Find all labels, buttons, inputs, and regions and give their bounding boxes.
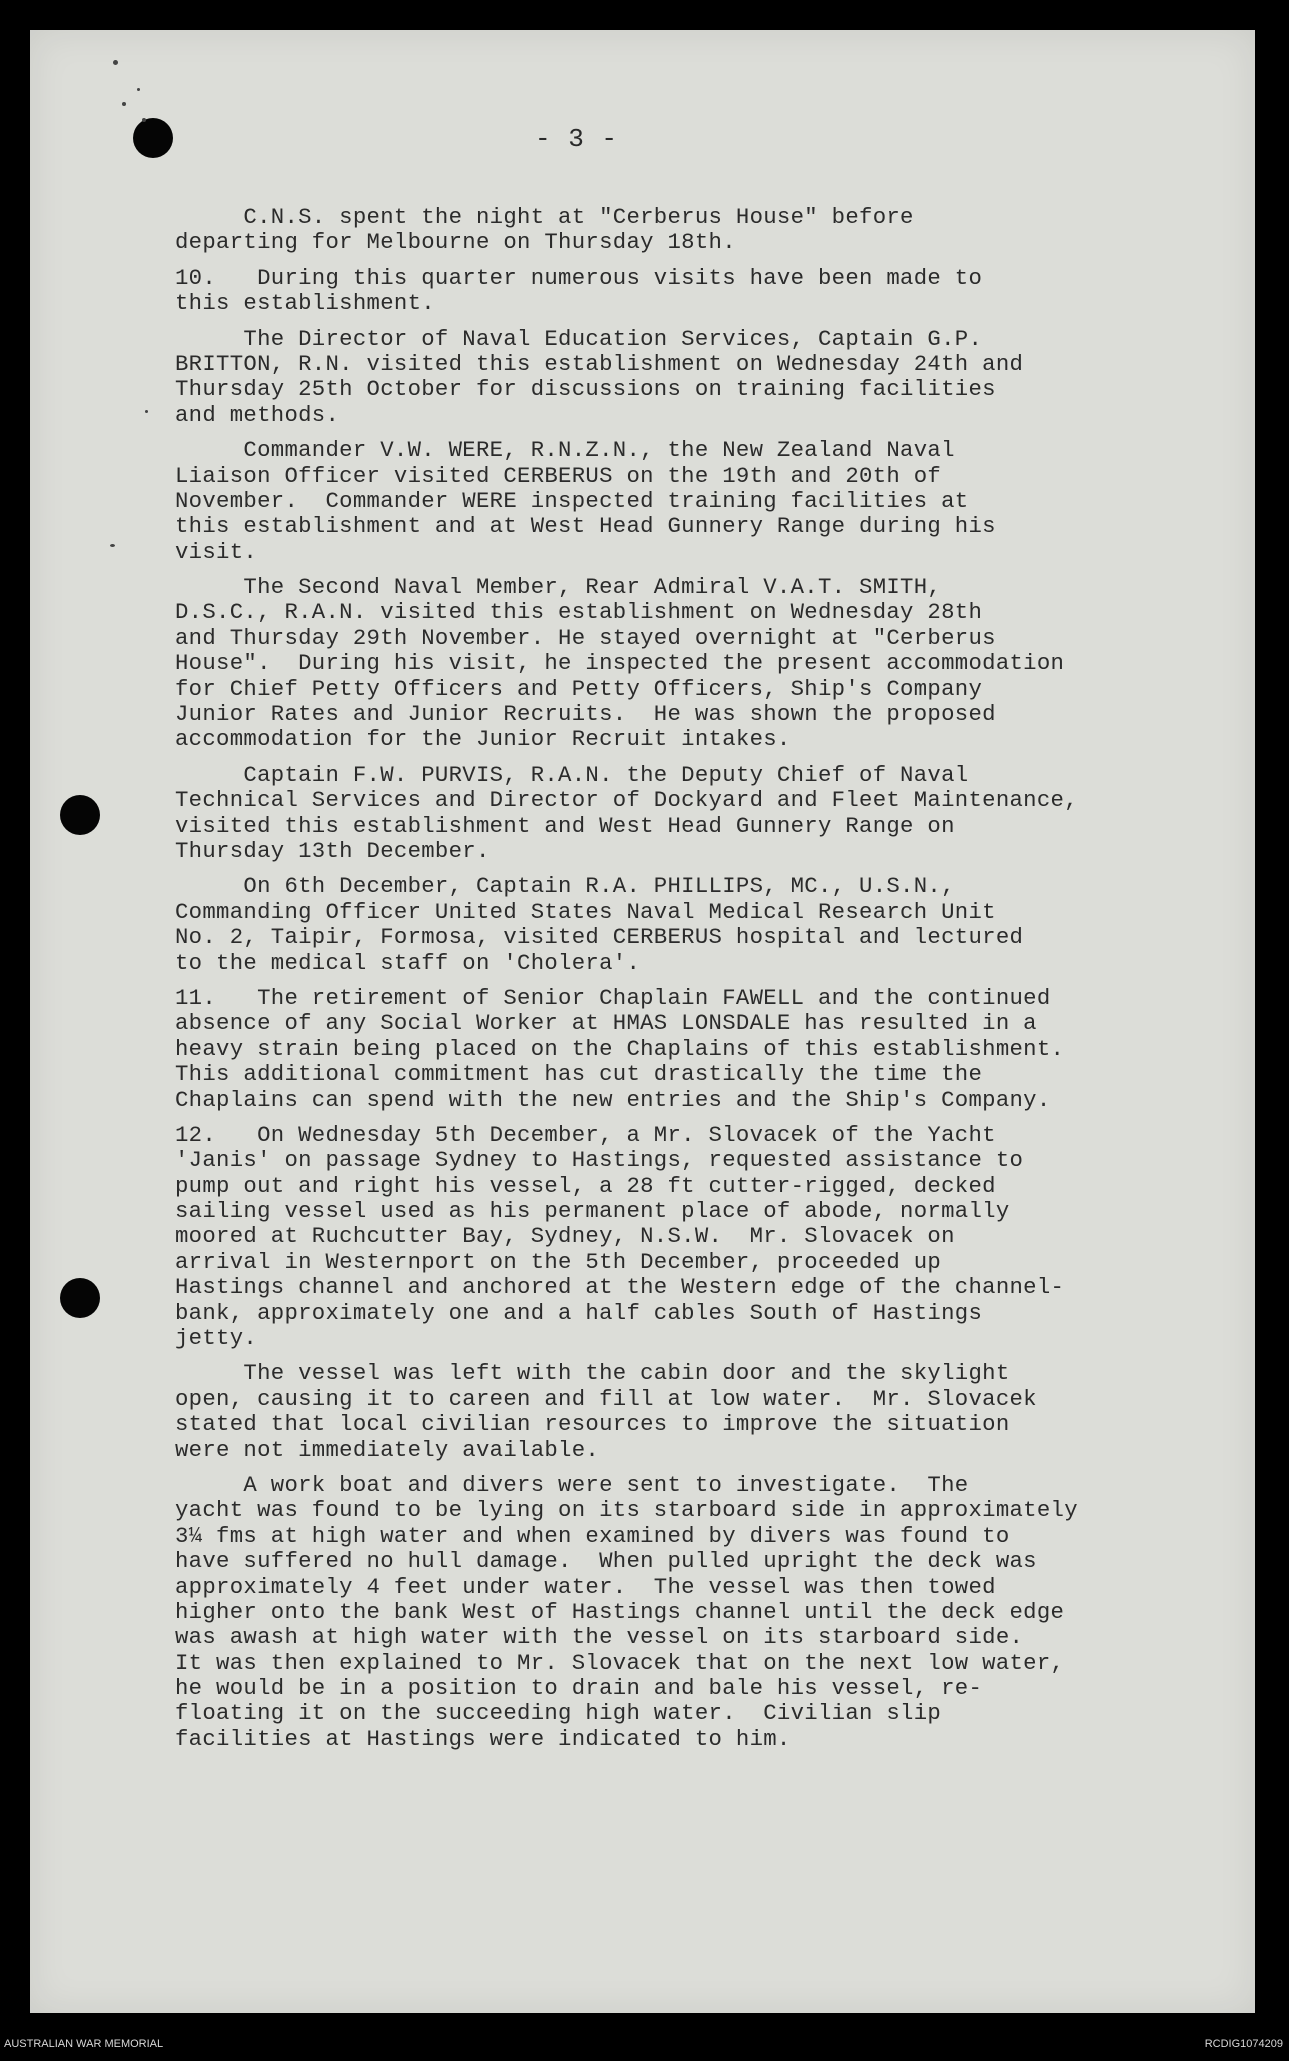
text-line: Hastings channel and anchored at the Western edge of the channel- — [175, 1274, 1065, 1301]
text-line: Commander V.W. WERE, R.N.Z.N., the New Zealand Naval — [175, 437, 955, 464]
text-line: visited this establishment and West Head Gunnery Range on — [175, 812, 955, 839]
text-line: and methods. — [175, 401, 340, 428]
text-line: floating it on the succeeding high water. Civilian slip — [175, 1700, 942, 1727]
text-line: 10. During this quarter numerous visits have been made to — [175, 264, 983, 291]
paragraph — [175, 266, 1215, 317]
text-line: 3¼ fms at high water and when examined by divers was found to — [175, 1522, 1010, 1549]
text-line: yacht was found to be lying on its starboard side in approximately — [175, 1497, 1078, 1524]
text-line: No. 2, Taipir, Formosa, visited CERBERUS hospital and lectured — [175, 924, 1024, 951]
text-line: Commanding Officer United States Naval Medical Research Unit — [175, 898, 996, 925]
paragraph — [175, 986, 1215, 1113]
text-line: Thursday 25th October for discussions on training facilities — [175, 376, 996, 403]
text-line: jetty. — [175, 1325, 258, 1352]
text-line: Chaplains can spend with the new entries and the Ship's Company. — [175, 1086, 1051, 1113]
paper-speck — [122, 102, 126, 106]
paragraph — [175, 1361, 1215, 1463]
text-line: departing for Melbourne on Thursday 18th. — [175, 229, 736, 256]
text-line: Thursday 13th December. — [175, 837, 490, 864]
paragraph — [175, 763, 1215, 865]
paragraph — [175, 205, 1215, 256]
text-line: was awash at high water with the vessel on its starboard side. — [175, 1624, 1024, 1651]
text-line: approximately 4 feet under water. The vessel was then towed — [175, 1573, 996, 1600]
text-line: Captain F.W. PURVIS, R.A.N. the Deputy Chief of Naval — [175, 761, 969, 788]
punch-hole — [133, 118, 173, 158]
text-line: moored at Ruchcutter Bay, Sydney, N.S.W. Mr. Slovacek on — [175, 1223, 955, 1250]
paragraph — [175, 1473, 1215, 1752]
text-line: The Second Naval Member, Rear Admiral V.A.T. SMITH, — [175, 574, 942, 601]
footer-archive-name: AUSTRALIAN WAR MEMORIAL — [4, 2038, 164, 2050]
text-line: heavy strain being placed on the Chaplains of this establishment. — [175, 1035, 1065, 1062]
text-line: this establishment and at West Head Gunnery Range during his — [175, 513, 996, 540]
paper-speck — [113, 60, 118, 65]
text-line: sailing vessel used as his permanent place of abode, normally — [175, 1198, 1010, 1225]
text-line: Liaison Officer visited CERBERUS on the 19th and 20th of — [175, 462, 942, 489]
footer-record-id: RCDIG1074209 — [1204, 2038, 1283, 2050]
paragraph — [175, 874, 1215, 976]
paragraph — [175, 575, 1215, 753]
document-body — [175, 205, 1215, 1762]
text-line: It was then explained to Mr. Slovacek that on the next low water, — [175, 1649, 1065, 1676]
paper-speck — [142, 118, 146, 122]
text-line: House". During his visit, he inspected the present accommodation — [175, 650, 1065, 677]
text-line: D.S.C., R.A.N. visited this establishment on Wednesday 28th — [175, 599, 983, 626]
text-line: higher onto the bank West of Hastings channel until the deck edge — [175, 1598, 1065, 1625]
text-line: open, causing it to careen and fill at low water. Mr. Slovacek — [175, 1385, 1037, 1412]
punch-hole — [60, 795, 100, 835]
text-line: facilities at Hastings were indicated to him. — [175, 1725, 791, 1752]
paper-speck — [110, 544, 115, 547]
text-line: he would be in a position to drain and bale his vessel, re- — [175, 1675, 983, 1702]
text-line: were not immediately available. — [175, 1436, 600, 1463]
text-line: pump out and right his vessel, a 28 ft cutter-rigged, decked — [175, 1172, 996, 1199]
text-line: BRITTON, R.N. visited this establishment on Wednesday 24th and — [175, 350, 1024, 377]
paragraph — [175, 327, 1215, 429]
punch-hole — [60, 1278, 100, 1318]
text-line: The Director of Naval Education Services, Captain G.P. — [175, 325, 983, 352]
text-line: to the medical staff on 'Cholera'. — [175, 949, 641, 976]
text-line: Junior Rates and Junior Recruits. He was shown the proposed — [175, 701, 996, 728]
paper-speck — [145, 410, 148, 413]
text-line: 'Janis' on passage Sydney to Hastings, requested assistance to — [175, 1147, 1024, 1174]
text-line: accommodation for the Junior Recruit intakes. — [175, 726, 791, 753]
text-line: November. Commander WERE inspected training facilities at — [175, 487, 969, 514]
text-line: this establishment. — [175, 290, 435, 317]
text-line: The vessel was left with the cabin door and the skylight — [175, 1360, 1010, 1387]
text-line: 11. The retirement of Senior Chaplain FAWELL and the continued — [175, 984, 1051, 1011]
text-line: On 6th December, Captain R.A. PHILLIPS, MC., U.S.N., — [175, 873, 955, 900]
text-line: arrival in Westernport on the 5th December, proceeded up — [175, 1248, 942, 1275]
paragraph — [175, 438, 1215, 565]
text-line: Technical Services and Director of Dockyard and Fleet Maintenance, — [175, 787, 1078, 814]
page-number: - 3 - — [535, 124, 619, 154]
text-line: absence of any Social Worker at HMAS LONSDALE has resulted in a — [175, 1010, 1037, 1037]
text-line: have suffered no hull damage. When pulled upright the deck was — [175, 1548, 1037, 1575]
text-line: and Thursday 29th November. He stayed overnight at "Cerberus — [175, 624, 996, 651]
text-line: for Chief Petty Officers and Petty Officers, Ship's Company — [175, 675, 983, 702]
text-line: 12. On Wednesday 5th December, a Mr. Slovacek of the Yacht — [175, 1121, 996, 1148]
text-line: A work boat and divers were sent to investigate. The — [175, 1471, 969, 1498]
text-line: visit. — [175, 538, 258, 565]
paragraph — [175, 1123, 1215, 1352]
text-line: C.N.S. spent the night at "Cerberus House" before — [175, 204, 914, 230]
text-line: This additional commitment has cut drastically the time the — [175, 1061, 983, 1088]
text-line: stated that local civilian resources to improve the situation — [175, 1411, 1010, 1438]
paper-speck — [137, 88, 140, 91]
text-line: bank, approximately one and a half cables South of Hastings — [175, 1299, 983, 1326]
